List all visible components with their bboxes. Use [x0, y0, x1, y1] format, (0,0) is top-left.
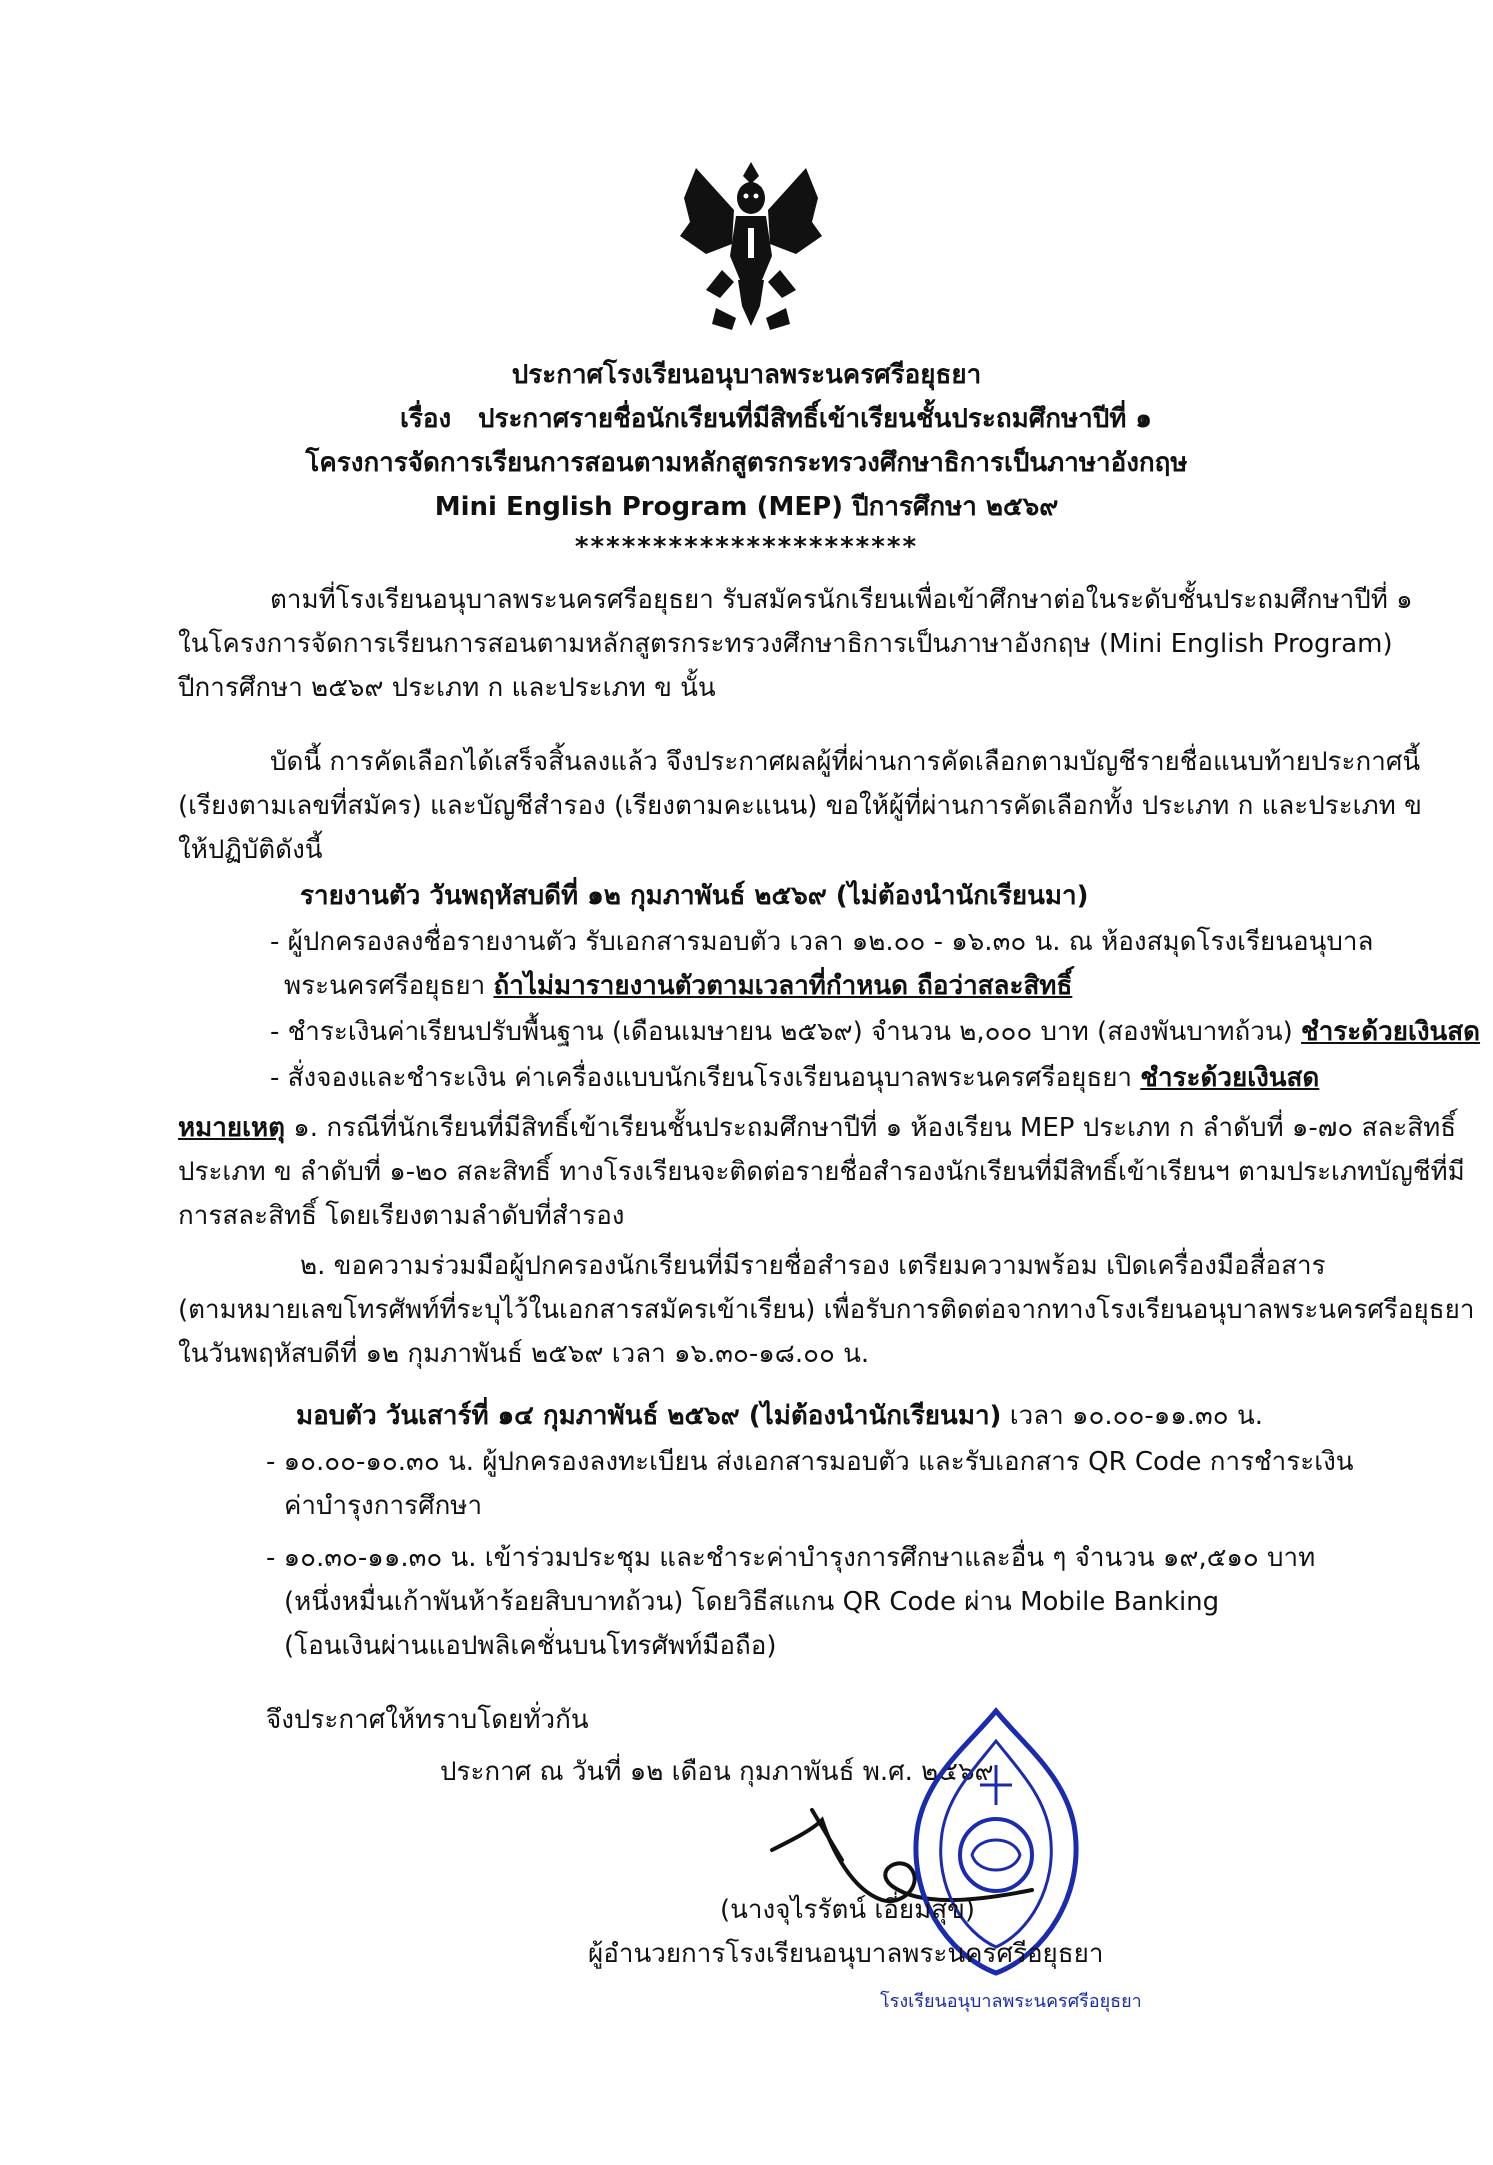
intro-line-1: ตามที่โรงเรียนอนุบาลพระนครศรีอยุธยา รับสมัครนักเรียนเพื่อเข้าศึกษาต่อในระดับชั้นประถมศึกษาปีที่ ๑	[270, 585, 1413, 615]
handover-heading	[296, 1396, 1263, 1436]
signer-position: ผู้อำนวยการโรงเรียนอนุบาลพระนครศรีอยุธยา	[588, 1939, 1104, 1969]
report-item-3-text: - สั่งจองและชำระเงิน ค่าเครื่องแบบนักเรียนโรงเรียนอนุบาลพระนครศรีอยุธยา	[270, 1063, 1141, 1093]
report-item-2	[270, 1012, 1480, 1052]
seal-text: โรงเรียนอนุบาลพระนครศรีอยุธยา	[880, 1991, 1142, 2012]
intro-line-3: ปีการศึกษา ๒๕๖๙ ประเภท ก และประเภท ข นั้น	[178, 673, 716, 703]
remark-1-line-2: ประเภท ข ลำดับที่ ๑-๒๐ สละสิทธิ์ ทางโรงเรียนจะติดต่อรายชื่อสำรองนักเรียนที่มีสิทธิ์เข้าเรียนฯ ตามประเภทบัญชีที่มี	[178, 1157, 1465, 1187]
announce-line-1: บัดนี้ การคัดเลือกได้เสร็จสิ้นลงแล้ว จึงประกาศผลผู้ที่ผ่านการคัดเลือกตามบัญชีรายชื่อแนบท้ายประกาศนี้	[270, 747, 1421, 777]
cash-payment-note: ชำระด้วยเงินสด	[1301, 1017, 1481, 1047]
subject-label: เรื่อง	[400, 404, 452, 434]
remark-2-line-2: (ตามหมายเลขโทรศัพท์ที่ระบุไว้ในเอกสารสมัครเข้าเรียน) เพื่อรับการติดต่อจากทางโรงเรียนอนุบาลพระนครศรีอยุธยา	[178, 1295, 1475, 1325]
project-name: โครงการจัดการเรียนการสอนตามหลักสูตรกระทรวงศึกษาธิการเป็นภาษาอังกฤษ	[305, 448, 1188, 478]
program-year: Mini English Program (MEP) ปีการศึกษา ๒๕๖๙	[434, 492, 1059, 522]
announcement-title: ประกาศโรงเรียนอนุบาลพระนครศรีอยุธยา	[511, 360, 982, 390]
signer-name: (นางจุไรรัตน์ เอี่ยมสุข)	[720, 1895, 976, 1925]
announce-line-2: (เรียงตามเลขที่สมัคร) และบัญชีสำรอง (เรียงตามคะแนน) ขอให้ผู้ที่ผ่านการคัดเลือกทั้ง ประเภท ก และประเภท ข	[178, 791, 1422, 821]
announce-line-3: ให้ปฏิบัติดังนี้	[178, 835, 323, 865]
intro-line-2: ในโครงการจัดการเรียนการสอนตามหลักสูตรกระทรวงศึกษาธิการเป็นภาษาอังกฤษ (Mini English Program)	[178, 629, 1393, 659]
report-item-1-text: พระนครศรีอยุธยา	[284, 971, 494, 1001]
remark-label: หมายเหตุ	[178, 1113, 286, 1143]
closing-line: จึงประกาศให้ทราบโดยทั่วกัน	[266, 1705, 589, 1735]
report-item-1-line-2	[284, 966, 1072, 1006]
separator-line: **********************	[574, 532, 919, 562]
remark-1-line-1	[178, 1108, 1456, 1148]
handover-item-1-line-1: - ๑๐.๐๐-๑๐.๓๐ น. ผู้ปกครองลงทะเบียน ส่งเอกสารมอบตัว และรับเอกสาร QR Code การชำระเงิน	[266, 1447, 1354, 1477]
report-heading: รายงานตัว วันพฤหัสบดีที่ ๑๒ กุมภาพันธ์ ๒๕๖๙ (ไม่ต้องนำนักเรียนมา)	[300, 881, 1089, 911]
report-item-2-text: - ชำระเงินค่าเรียนปรับพื้นฐาน (เดือนเมษายน ๒๕๖๙) จำนวน ๒,๐๐๐ บาท (สองพันบาทถ้วน)	[270, 1017, 1302, 1047]
cash-payment-note: ชำระด้วยเงินสด	[1140, 1063, 1320, 1093]
remark-2-line-3: ในวันพฤหัสบดีที่ ๑๒ กุมภาพันธ์ ๒๕๖๙ เวลา ๑๖.๓๐-๑๘.๐๐ น.	[178, 1339, 870, 1369]
remark-2-line-1: ๒. ขอความร่วมมือผู้ปกครองนักเรียนที่มีรายชื่อสำรอง เตรียมความพร้อม เปิดเครื่องมือสื่อสาร	[300, 1251, 1326, 1281]
garuda-emblem-icon	[676, 158, 826, 336]
handover-heading-date: มอบตัว วันเสาร์ที่ ๑๔ กุมภาพันธ์ ๒๕๖๙ (ไม่ต้องนำนักเรียนมา)	[296, 1401, 1002, 1431]
report-item-3	[270, 1058, 1319, 1098]
remark-1-text: ๑. กรณีที่นักเรียนที่มีสิทธิ์เข้าเรียนชั้นประถมศึกษาปีที่ ๑ ห้องเรียน MEP ประเภท ก ลำดับที่ ๑-๗๐ สละสิทธิ์	[285, 1113, 1457, 1143]
report-item-1-line-1: - ผู้ปกครองลงชื่อรายงานตัว รับเอกสารมอบตัว เวลา ๑๒.๐๐ - ๑๖.๓๐ น. ณ ห้องสมุดโรงเรียนอนุบาล	[270, 927, 1374, 957]
announcement-date: ประกาศ ณ วันที่ ๑๒ เดือน กุมภาพันธ์ พ.ศ. ๒๕๖๙	[440, 1757, 994, 1787]
subject-text: ประกาศรายชื่อนักเรียนที่มีสิทธิ์เข้าเรียนชั้นประถมศึกษาปีที่ ๑	[478, 404, 1152, 434]
remark-1-line-3: การสละสิทธิ์ โดยเรียงตามลำดับที่สำรอง	[178, 1201, 625, 1231]
handover-item-2-line-3: (โอนเงินผ่านแอปพลิเคชั่นบนโทรศัพท์มือถือ)	[284, 1631, 777, 1661]
handover-item-2-line-2: (หนึ่งหมื่นเก้าพันห้าร้อยสิบบาทถ้วน) โดยวิธีสแกน QR Code ผ่าน Mobile Banking	[284, 1587, 1220, 1617]
forfeit-warning: ถ้าไม่มารายงานตัวตามเวลาที่กำหนด ถือว่าสละสิทธิ์	[493, 971, 1073, 1001]
handover-item-2-line-1: - ๑๐.๓๐-๑๑.๓๐ น. เข้าร่วมประชุม และชำระค่าบำรุงการศึกษาและอื่น ๆ จำนวน ๑๙,๕๑๐ บาท	[266, 1543, 1316, 1573]
handover-heading-time: เวลา ๑๐.๐๐-๑๑.๓๐ น.	[1001, 1401, 1263, 1431]
handover-item-1-line-2: ค่าบำรุงการศึกษา	[284, 1491, 483, 1521]
